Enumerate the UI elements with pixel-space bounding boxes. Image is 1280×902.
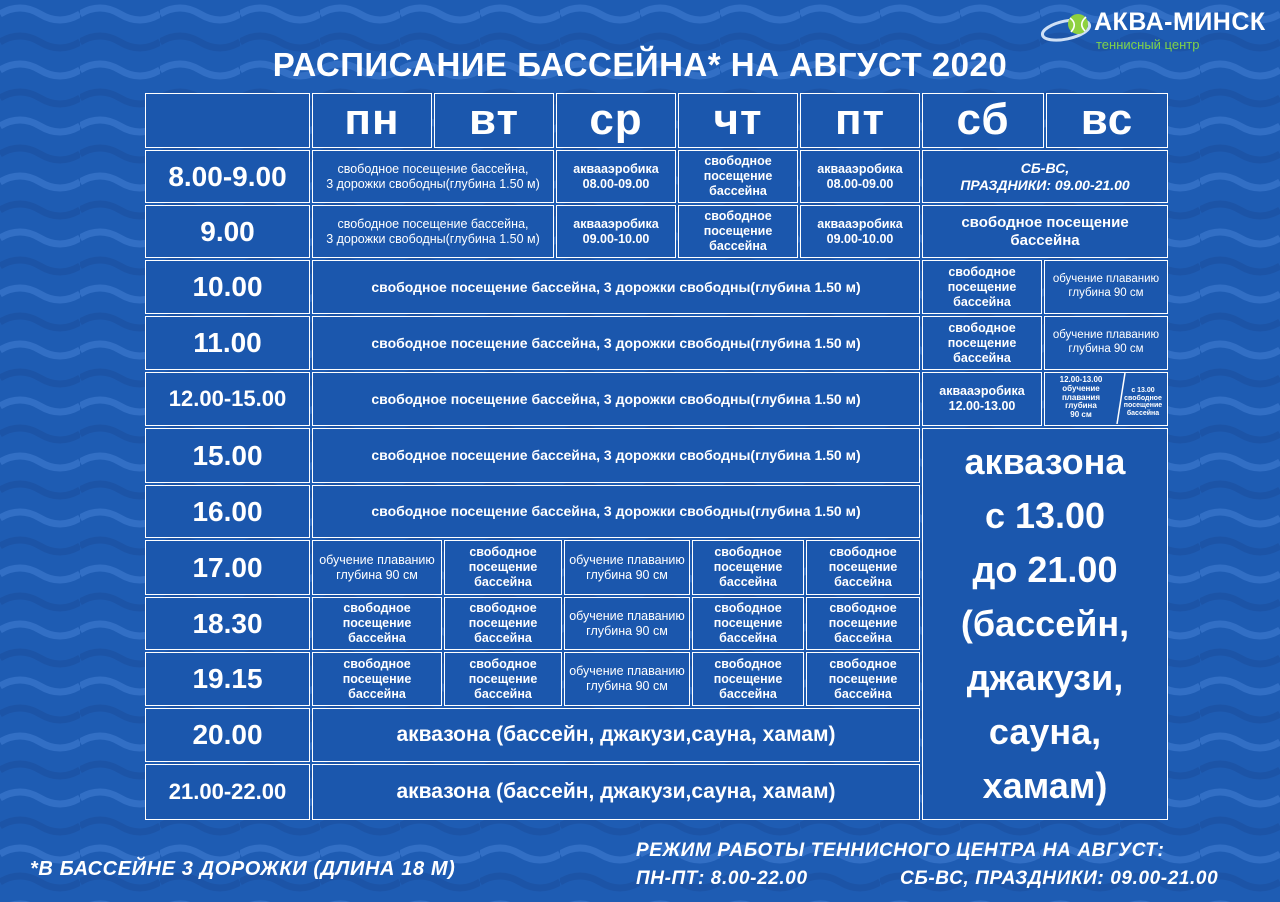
time-cell: 19.15 bbox=[145, 652, 310, 706]
slot-thu: свободное посещение бассейна bbox=[692, 540, 804, 595]
logo-subtitle: теннисный центр bbox=[1096, 37, 1200, 52]
slot-sat: свободное посещение бассейна bbox=[922, 260, 1042, 314]
slot-sun: обучение плаванию глубина 90 см bbox=[1044, 316, 1168, 370]
slot-wed: обучение плаванию глубина 90 см bbox=[564, 652, 690, 706]
slot-weekdays: свободное посещение бассейна, 3 дорожки свободны(глубина 1.50 м) bbox=[312, 428, 920, 483]
slot-mon-tue: свободное посещение бассейна, 3 дорожки свободны(глубина 1.50 м) bbox=[312, 205, 554, 258]
slot-fri: свободное посещение бассейна bbox=[806, 652, 920, 706]
time-cell: 12.00-15.00 bbox=[145, 372, 310, 426]
slot-thu: свободное посещение бассейна bbox=[678, 205, 798, 258]
footer-tennis-weekdays: ПН-ПТ: 8.00-22.00 bbox=[636, 868, 808, 889]
slot-weekdays: свободное посещение бассейна, 3 дорожки свободны(глубина 1.50 м) bbox=[312, 316, 920, 370]
slot-wed: аквааэробика 09.00-10.00 bbox=[556, 205, 676, 258]
logo-name: АКВА-МИНСК bbox=[1094, 8, 1266, 36]
slot-mon-tue: свободное посещение бассейна, 3 дорожки свободны(глубина 1.50 м) bbox=[312, 150, 554, 203]
corner-cell bbox=[145, 93, 310, 148]
slot-weekend: свободное посещение бассейна bbox=[922, 205, 1168, 258]
slot-sun-split bbox=[1044, 372, 1168, 426]
day-header-mon: пн bbox=[312, 93, 432, 148]
slot-sat: свободное посещение бассейна bbox=[922, 316, 1042, 370]
slot-wed: аквааэробика 08.00-09.00 bbox=[556, 150, 676, 203]
slot-weekdays: свободное посещение бассейна, 3 дорожки свободны(глубина 1.50 м) bbox=[312, 485, 920, 538]
slot-sun-left: 12.00-13.00 обучение плавания глубина 90 см bbox=[1059, 375, 1103, 420]
slot-mon: обучение плаванию глубина 90 см bbox=[312, 540, 442, 595]
tennis-ball-logo-icon bbox=[1040, 8, 1094, 48]
slot-mon: свободное посещение бассейна bbox=[312, 597, 442, 650]
day-header-sat: сб bbox=[922, 93, 1044, 148]
day-header-wed: ср bbox=[556, 93, 676, 148]
slot-weekdays-aquazone: аквазона (бассейн, джакузи,сауна, хамам) bbox=[312, 764, 920, 820]
slot-wed: обучение плаванию глубина 90 см bbox=[564, 540, 690, 595]
time-cell: 8.00-9.00 bbox=[145, 150, 310, 203]
slot-fri: аквааэробика 08.00-09.00 bbox=[800, 150, 920, 203]
time-cell: 16.00 bbox=[145, 485, 310, 538]
time-cell: 20.00 bbox=[145, 708, 310, 762]
footer-tennis-weekend: СБ-ВС, ПРАЗДНИКИ: 09.00-21.00 bbox=[900, 868, 1219, 889]
time-cell: 10.00 bbox=[145, 260, 310, 314]
footer-tennis-title: РЕЖИМ РАБОТЫ ТЕННИСНОГО ЦЕНТРА НА АВГУСТ: bbox=[636, 840, 1165, 861]
time-cell: 18.30 bbox=[145, 597, 310, 650]
footer-lanes-note: *В БАССЕЙНЕ 3 ДОРОЖКИ (ДЛИНА 18 М) bbox=[30, 858, 456, 880]
time-cell: 11.00 bbox=[145, 316, 310, 370]
day-header-tue: вт bbox=[434, 93, 554, 148]
slot-thu: свободное посещение бассейна bbox=[678, 150, 798, 203]
day-header-thu: чт bbox=[678, 93, 798, 148]
time-cell: 15.00 bbox=[145, 428, 310, 483]
slot-sun-right: с 13.00 свободное посещение бассейна bbox=[1123, 387, 1163, 418]
slot-weekdays: свободное посещение бассейна, 3 дорожки свободны(глубина 1.50 м) bbox=[312, 372, 920, 426]
time-cell: 21.00-22.00 bbox=[145, 764, 310, 820]
time-cell: 17.00 bbox=[145, 540, 310, 595]
slot-sat: аквааэробика 12.00-13.00 bbox=[922, 372, 1042, 426]
slot-wed: обучение плаванию глубина 90 см bbox=[564, 597, 690, 650]
day-header-sun: вс bbox=[1046, 93, 1168, 148]
slot-sun: обучение плаванию глубина 90 см bbox=[1044, 260, 1168, 314]
slot-fri: аквааэробика 09.00-10.00 bbox=[800, 205, 920, 258]
slot-tue: свободное посещение бассейна bbox=[444, 540, 562, 595]
slot-weekdays: свободное посещение бассейна, 3 дорожки свободны(глубина 1.50 м) bbox=[312, 260, 920, 314]
slot-mon: свободное посещение бассейна bbox=[312, 652, 442, 706]
slot-fri: свободное посещение бассейна bbox=[806, 597, 920, 650]
slot-tue: свободное посещение бассейна bbox=[444, 597, 562, 650]
slot-thu: свободное посещение бассейна bbox=[692, 597, 804, 650]
slot-weekend-aquazone: аквазона с 13.00 до 21.00 (бассейн, джакузи, сауна, хамам) bbox=[922, 428, 1168, 820]
time-cell: 9.00 bbox=[145, 205, 310, 258]
slot-weekend: СБ-ВС, ПРАЗДНИКИ: 09.00-21.00 bbox=[922, 150, 1168, 203]
slot-thu: свободное посещение бассейна bbox=[692, 652, 804, 706]
slot-tue: свободное посещение бассейна bbox=[444, 652, 562, 706]
slot-weekdays-aquazone: аквазона (бассейн, джакузи,сауна, хамам) bbox=[312, 708, 920, 762]
slot-fri: свободное посещение бассейна bbox=[806, 540, 920, 595]
day-header-fri: пт bbox=[800, 93, 920, 148]
page-title: РАСПИСАНИЕ БАССЕЙНА* НА АВГУСТ 2020 bbox=[272, 46, 1008, 83]
